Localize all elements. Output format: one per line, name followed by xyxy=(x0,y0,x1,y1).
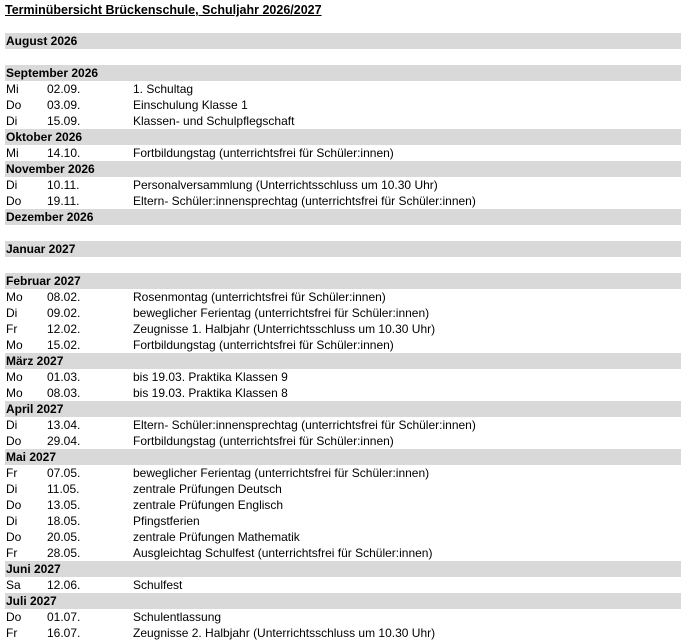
spacer-row xyxy=(5,49,681,65)
event-weekday: Mo xyxy=(6,338,23,352)
event-date: 02.09. xyxy=(47,82,81,96)
event-row xyxy=(5,513,681,529)
event-date: 03.09. xyxy=(47,98,81,112)
schedule-table xyxy=(5,33,681,641)
event-row xyxy=(5,177,681,193)
event-description: Personalversammlung (Unterrichtsschluss um 10.30 Uhr) xyxy=(133,178,438,192)
month-header: Dezember 2026 xyxy=(5,209,681,225)
event-date: 09.02. xyxy=(47,306,81,320)
event-description: beweglicher Ferientag (unterrichtsfrei für Schüler:innen) xyxy=(133,306,430,320)
event-weekday: Do xyxy=(6,498,22,512)
spacer-row xyxy=(5,225,681,241)
month-header: September 2026 xyxy=(5,65,681,81)
event-description: Schulfest xyxy=(133,578,183,592)
event-row xyxy=(5,609,681,625)
event-row xyxy=(5,481,681,497)
event-date: 08.02. xyxy=(47,290,81,304)
event-date: 20.05. xyxy=(47,530,81,544)
event-description: beweglicher Ferientag (unterrichtsfrei für Schüler:innen) xyxy=(133,466,430,480)
event-date: 14.10. xyxy=(47,146,81,160)
event-row xyxy=(5,337,681,353)
event-description: Klassen- und Schulpflegschaft xyxy=(133,114,295,128)
event-weekday: Di xyxy=(6,514,18,528)
event-weekday: Do xyxy=(6,610,22,624)
month-header: März 2027 xyxy=(5,353,681,369)
month-header: Juli 2027 xyxy=(5,593,681,609)
event-weekday: Di xyxy=(6,418,18,432)
event-row xyxy=(5,97,681,113)
event-weekday: Do xyxy=(6,530,22,544)
event-description: Schulentlassung xyxy=(133,610,222,624)
document-title: Terminübersicht Brückenschule, Schuljahr 2026/2027 xyxy=(5,3,322,17)
event-date: 28.05. xyxy=(47,546,81,560)
event-row xyxy=(5,577,681,593)
event-weekday: Di xyxy=(6,114,18,128)
event-date: 11.05. xyxy=(47,482,80,496)
event-description: 1. Schultag xyxy=(133,82,194,96)
event-row xyxy=(5,321,681,337)
event-description: bis 19.03. Praktika Klassen 8 xyxy=(133,386,288,400)
event-description: Ausgleichtag Schulfest (unterrichtsfrei für Schüler:innen) xyxy=(133,546,433,560)
event-weekday: Di xyxy=(6,178,18,192)
event-date: 15.02. xyxy=(47,338,81,352)
event-row xyxy=(5,113,681,129)
event-row xyxy=(5,529,681,545)
event-weekday: Mi xyxy=(6,146,19,160)
event-weekday: Mi xyxy=(6,82,19,96)
event-description: Fortbildungstag (unterrichtsfrei für Schüler:innen) xyxy=(133,434,394,448)
event-weekday: Mo xyxy=(6,370,23,384)
event-weekday: Fr xyxy=(6,466,18,480)
event-date: 15.09. xyxy=(47,114,81,128)
month-header: Juni 2027 xyxy=(5,561,681,577)
event-date: 12.06. xyxy=(47,578,81,592)
event-row xyxy=(5,625,681,641)
event-date: 10.11. xyxy=(47,178,80,192)
event-weekday: Fr xyxy=(6,546,18,560)
event-row xyxy=(5,545,681,561)
event-description: Pfingstferien xyxy=(133,514,200,528)
event-description: zentrale Prüfungen Mathematik xyxy=(133,530,300,544)
event-row xyxy=(5,193,681,209)
event-date: 07.05. xyxy=(47,466,81,480)
event-row xyxy=(5,305,681,321)
event-date: 18.05. xyxy=(47,514,81,528)
event-weekday: Do xyxy=(6,98,22,112)
event-description: zentrale Prüfungen Deutsch xyxy=(133,482,282,496)
event-weekday: Mo xyxy=(6,290,23,304)
event-date: 08.03. xyxy=(47,386,81,400)
event-weekday: Di xyxy=(6,482,18,496)
event-row xyxy=(5,417,681,433)
event-date: 13.04. xyxy=(47,418,81,432)
event-weekday: Do xyxy=(6,434,22,448)
event-row xyxy=(5,433,681,449)
event-description: Eltern- Schüler:innensprechtag (unterrichtsfrei für Schüler:innen) xyxy=(133,194,476,208)
event-weekday: Fr xyxy=(6,626,18,640)
event-weekday: Fr xyxy=(6,322,18,336)
month-header: August 2026 xyxy=(5,33,681,49)
event-date: 13.05. xyxy=(47,498,81,512)
event-row xyxy=(5,289,681,305)
event-row xyxy=(5,81,681,97)
event-description: bis 19.03. Praktika Klassen 9 xyxy=(133,370,288,384)
event-description: Zeugnisse 2. Halbjahr (Unterrichtsschluss um 10.30 Uhr) xyxy=(133,626,436,640)
event-row xyxy=(5,145,681,161)
event-description: Fortbildungstag (unterrichtsfrei für Schüler:innen) xyxy=(133,338,394,352)
event-weekday: Do xyxy=(6,194,22,208)
event-description: zentrale Prüfungen Englisch xyxy=(133,498,284,512)
month-header: Januar 2027 xyxy=(5,241,681,257)
event-date: 19.11. xyxy=(47,194,80,208)
month-header: Mai 2027 xyxy=(5,449,681,465)
event-date: 12.02. xyxy=(47,322,81,336)
event-description: Fortbildungstag (unterrichtsfrei für Schüler:innen) xyxy=(133,146,394,160)
event-weekday: Di xyxy=(6,306,18,320)
event-date: 29.04. xyxy=(47,434,81,448)
event-date: 01.07. xyxy=(47,610,81,624)
event-description: Eltern- Schüler:innensprechtag (unterrichtsfrei für Schüler:innen) xyxy=(133,418,476,432)
spacer-row xyxy=(5,257,681,273)
month-header: Oktober 2026 xyxy=(5,129,681,145)
event-row xyxy=(5,497,681,513)
event-row xyxy=(5,385,681,401)
month-header: Februar 2027 xyxy=(5,273,681,289)
month-header: November 2026 xyxy=(5,161,681,177)
event-row xyxy=(5,465,681,481)
event-description: Zeugnisse 1. Halbjahr (Unterrichtsschluss um 10.30 Uhr) xyxy=(133,322,436,336)
event-weekday: Mo xyxy=(6,386,23,400)
event-description: Rosenmontag (unterrichtsfrei für Schüler:innen) xyxy=(133,290,386,304)
event-date: 01.03. xyxy=(47,370,81,384)
event-weekday: Sa xyxy=(6,578,21,592)
event-row xyxy=(5,369,681,385)
month-header: April 2027 xyxy=(5,401,681,417)
event-date: 16.07. xyxy=(47,626,81,640)
event-description: Einschulung Klasse 1 xyxy=(133,98,248,112)
